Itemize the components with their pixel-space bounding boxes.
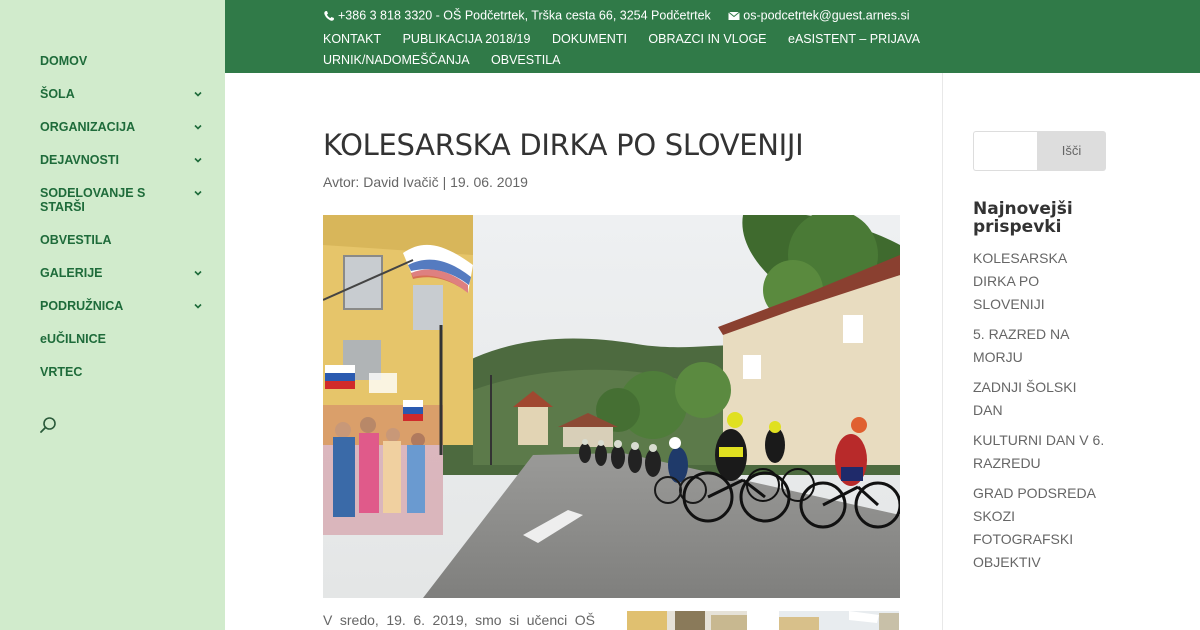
contact-info xyxy=(323,8,910,23)
sidebar-item-label: ORGANIZACIJA xyxy=(40,120,136,134)
meta-prefix: Avtor: xyxy=(323,174,360,190)
post-body: V sredo, 19. 6. 2019, smo si učenci OŠ xyxy=(323,612,595,628)
top-nav-item[interactable]: PUBLIKACIJA 2018/19 xyxy=(402,32,531,46)
content-divider xyxy=(942,73,943,630)
recent-post-link[interactable]: KULTURNI DAN V 6. RAZREDU xyxy=(973,432,1105,471)
author-link[interactable]: David Ivačič xyxy=(363,174,439,190)
sidebar-item-label: ŠOLA xyxy=(40,87,75,101)
sidebar-item[interactable] xyxy=(40,153,210,167)
search-button[interactable]: Išči xyxy=(1037,131,1106,171)
gallery-thumbnail[interactable] xyxy=(627,611,747,630)
sidebar-item-label: DOMOV xyxy=(40,54,88,68)
sidebar-item-label: OBVESTILA xyxy=(40,233,112,247)
contact-email[interactable]: os-podcetrtek@guest.arnes.si xyxy=(743,8,910,23)
sidebar-item[interactable] xyxy=(40,54,210,68)
top-nav-item[interactable]: OBRAZCI IN VLOGE xyxy=(648,32,767,46)
recent-post-link[interactable]: ZADNJI ŠOLSKI DAN xyxy=(973,379,1077,418)
top-nav-item[interactable]: OBVESTILA xyxy=(491,53,561,67)
chevron-down-icon[interactable] xyxy=(192,121,204,133)
top-nav xyxy=(323,29,1083,71)
sidebar-item[interactable] xyxy=(40,266,210,280)
hero-image[interactable] xyxy=(323,215,900,598)
post-meta xyxy=(323,174,528,190)
top-header xyxy=(225,0,1200,73)
chevron-down-icon[interactable] xyxy=(192,154,204,166)
recent-post-link[interactable]: KOLESARSKA DIRKA PO SLOVENIJI xyxy=(973,250,1067,312)
gallery-thumbnail[interactable] xyxy=(779,611,899,630)
sidebar-item[interactable] xyxy=(40,365,210,379)
sidebar-item-label: eUČILNICE xyxy=(40,332,106,346)
sidebar-item[interactable] xyxy=(40,299,210,313)
phone-icon xyxy=(323,10,335,22)
sidebar-item[interactable] xyxy=(40,87,210,101)
sidebar-item-label: VRTEC xyxy=(40,365,83,379)
chevron-down-icon[interactable] xyxy=(192,267,204,279)
top-nav-item[interactable]: KONTAKT xyxy=(323,32,382,46)
sidebar-item-label: SODELOVANJE S STARŠI xyxy=(40,186,146,214)
sidebar-item[interactable] xyxy=(40,120,210,134)
top-nav-item[interactable]: eASISTENT – PRIJAVA xyxy=(788,32,920,46)
sidebar-item[interactable] xyxy=(40,332,210,346)
recent-posts-title: Najnovejši prispevki xyxy=(973,199,1073,237)
envelope-icon xyxy=(728,10,740,22)
recent-posts-list xyxy=(973,247,1108,581)
sidebar-item-label: DEJAVNOSTI xyxy=(40,153,119,167)
contact-phone: +386 3 818 3320 - OŠ Podčetrtek, Trška cesta 66, 3254 Podčetrtek xyxy=(338,8,711,23)
sidebar-item[interactable] xyxy=(40,233,210,247)
search-icon[interactable] xyxy=(38,416,58,436)
meta-separator: | xyxy=(442,174,447,190)
search-input[interactable] xyxy=(973,131,1037,171)
recent-post-link[interactable]: GRAD PODSREDA SKOZI FOTOGRAFSKI OBJEKTIV xyxy=(973,485,1096,570)
chevron-down-icon[interactable] xyxy=(192,187,204,199)
top-nav-item[interactable]: DOKUMENTI xyxy=(551,32,627,46)
post-date: 19. 06. 2019 xyxy=(450,174,528,190)
top-nav-item[interactable]: URNIK/NADOMEŠČANJA xyxy=(323,53,470,67)
left-sidebar xyxy=(0,0,225,630)
chevron-down-icon[interactable] xyxy=(192,88,204,100)
sidebar-item-label: GALERIJE xyxy=(40,266,103,280)
post-title: KOLESARSKA DIRKA PO SLOVENIJI xyxy=(323,128,804,162)
sidebar-item-label: PODRUŽNICA xyxy=(40,299,124,313)
sidebar-item[interactable] xyxy=(40,186,210,214)
recent-post-link[interactable]: 5. RAZRED NA MORJU xyxy=(973,326,1069,365)
chevron-down-icon[interactable] xyxy=(192,300,204,312)
